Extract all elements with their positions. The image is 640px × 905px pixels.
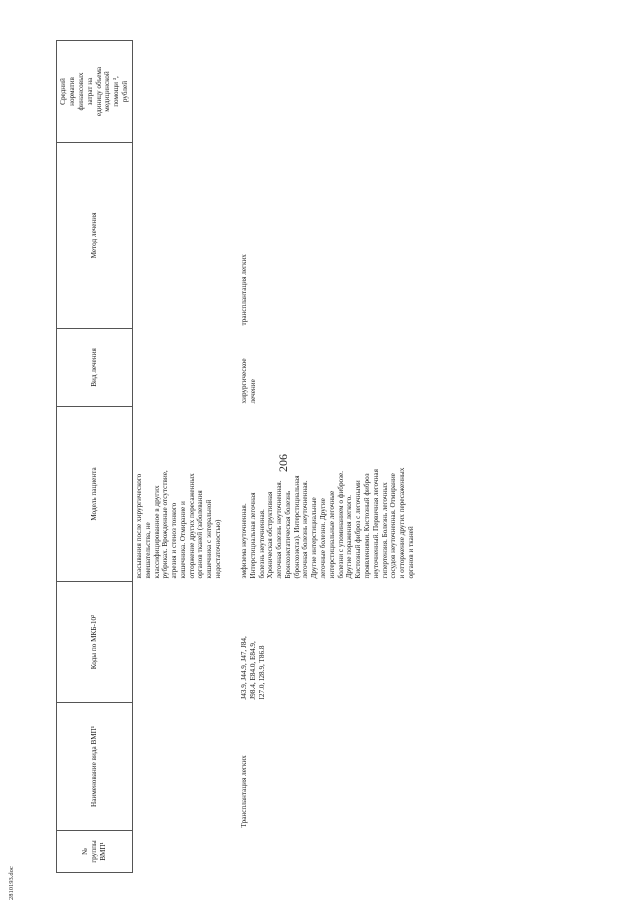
cell-empty bbox=[133, 143, 239, 329]
table-row bbox=[238, 41, 416, 873]
table-row-continuation bbox=[133, 41, 239, 873]
header-group-number: № группы ВМП¹ bbox=[57, 831, 133, 873]
page-number: 206 bbox=[276, 454, 290, 472]
header-patient-model: Модель пациента bbox=[57, 407, 133, 582]
cell-model-continuation: всасывания после хирургического вмешательства, не классифицированное в других рубриках. Врожденные отсутствие, атрезия и стеноз тонкого кишечника. Отмирание и отторжение других пересаженных органов тканей (заболевания кишечника с энтеральной недостаточностью) bbox=[135, 470, 223, 579]
cell-patient-model: эмфизема неуточненная. Интерстициальная легочная болезнь неуточненная. Хроническая обструктивная легочная болезнь неуточненная. Бронхоэктатическая болезнь (бронхоэктаз). Интерстициальная легочная болезнь неуточненная. Другие интерстициальные легочные болезни. Другие интерстициальные легочные болезни с упоминанием о фиброзе. Другие поражения легкого. Кистозный фиброз с легочными проявлениями. Кистозный фиброз неуточненный. Первичная легочная гипертензия. Болезнь легочных сосудов неуточненная. Отмирание и отторжение других пересаженных органов и тканей bbox=[240, 467, 415, 579]
header-cost-norm: Средний норматив финансовых затрат на единицу объема медицинской помощи ³, рублей bbox=[57, 41, 133, 143]
table-header-row bbox=[57, 41, 133, 873]
header-icd-codes: Коды по МКБ-10² bbox=[57, 582, 133, 703]
cell-treatment-method: трансплантация легких bbox=[240, 254, 248, 326]
cell-vmp-name: Трансплантация легких bbox=[240, 755, 248, 828]
cell-empty bbox=[133, 582, 239, 703]
document-code: 2810193.doc bbox=[8, 866, 15, 900]
vmp-table bbox=[56, 40, 416, 873]
cell-empty bbox=[133, 703, 239, 831]
header-treatment-type: Вид лечения bbox=[57, 329, 133, 407]
cell-treatment-type: хирургическое лечение bbox=[240, 358, 257, 404]
cell-icd-codes: J43.9, J44.9, J47, J84, J98.4, E84.0, E84.9, I27.0, I28.9, T86.8 bbox=[240, 636, 266, 700]
cell-cost-norm bbox=[238, 41, 416, 143]
cell-group-number bbox=[238, 831, 416, 873]
cell-empty bbox=[133, 329, 239, 407]
cell-empty bbox=[133, 831, 239, 873]
header-treatment-method: Метод лечения bbox=[57, 143, 133, 329]
rotated-table-area bbox=[56, 41, 626, 873]
cell-empty bbox=[133, 41, 239, 143]
header-vmp-name: Наименование вида ВМП¹ bbox=[57, 703, 133, 831]
